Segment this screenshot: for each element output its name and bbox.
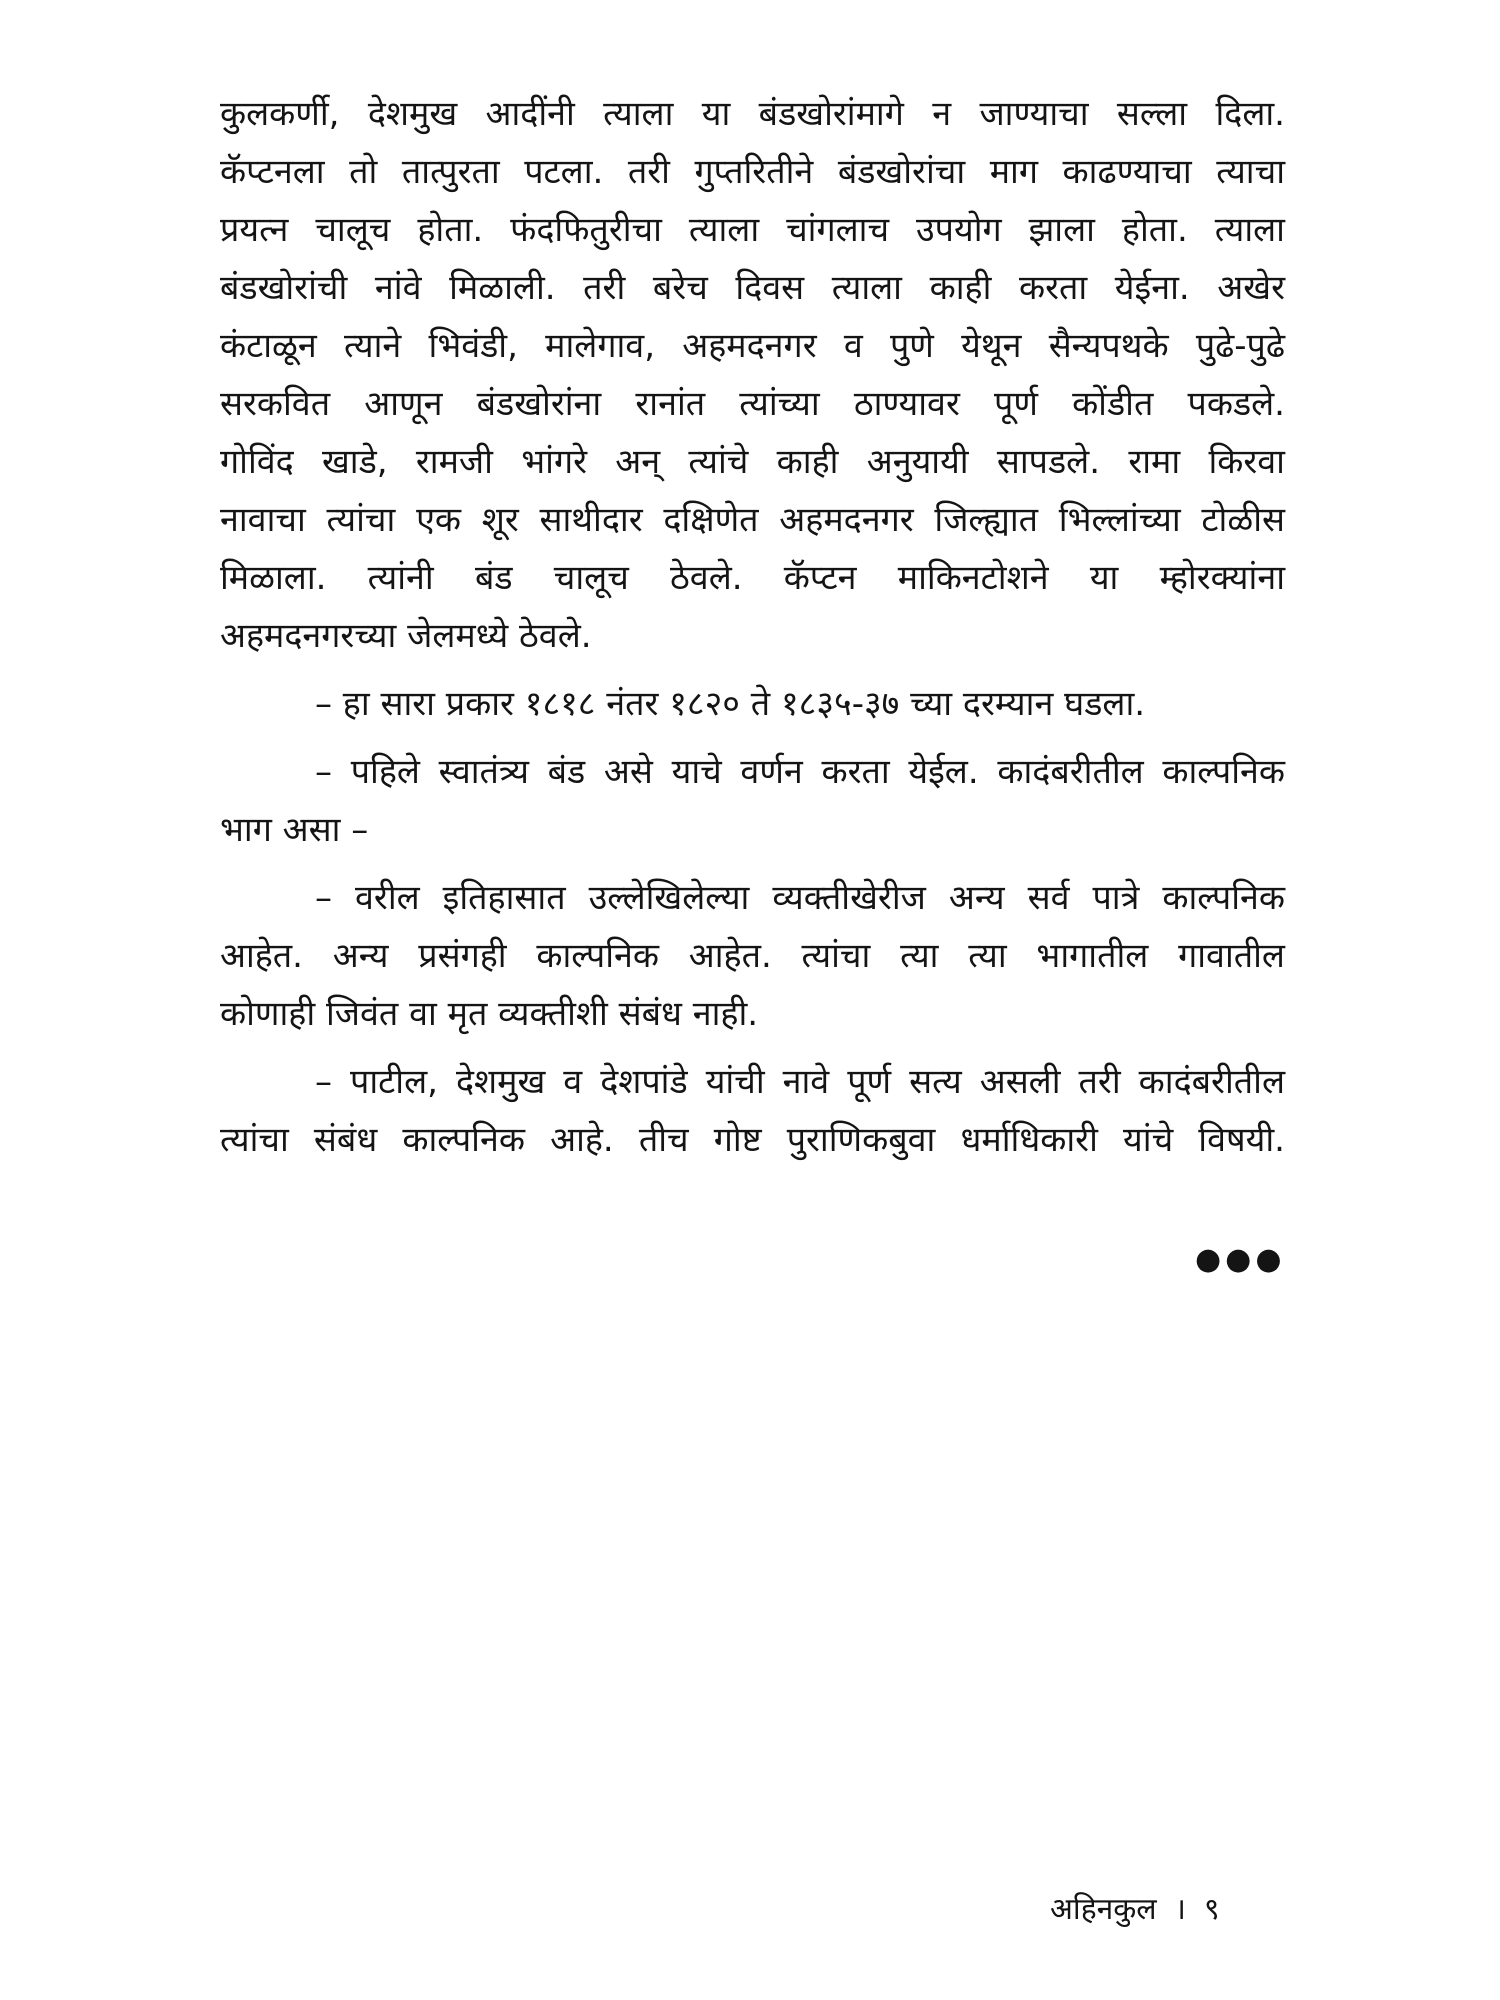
text-line: कंटाळून त्याने भिवंडी, मालेगाव, अहमदनगर व पुणे येथून सैन्यपथके पुढे-पुढे	[220, 326, 1285, 366]
text-line: सरकवित आणून बंडखोरांना रानांत त्यांच्या ठाण्यावर पूर्ण कोंडीत पकडले.	[220, 384, 1285, 424]
text-line: त्यांचा संबंध काल्पनिक आहे. तीच गोष्ट पुराणिकबुवा धर्माधिकारी यांचे विषयी.	[220, 1120, 1285, 1160]
text-line: आहेत. अन्य प्रसंगही काल्पनिक आहेत. त्यांचा त्या त्या भागातील गावातील	[220, 936, 1285, 976]
text-line: कोणाही जिवंत वा मृत व्यक्तीशी संबंध नाही.	[220, 994, 759, 1034]
footer-separator: ।	[1174, 1892, 1187, 1927]
text-line: बंडखोरांची नांवे मिळाली. तरी बरेच दिवस त्याला काही करता येईना. अखेर	[220, 268, 1285, 308]
paragraph-3	[220, 743, 1285, 859]
page-number: ९	[1204, 1892, 1220, 1927]
paragraph-1	[220, 85, 1285, 665]
page-body	[220, 85, 1285, 1179]
paragraph-2	[220, 675, 1285, 733]
text-line: – वरील इतिहासात उल्लेखिलेल्या व्यक्तीखेरीज अन्य सर्व पात्रे काल्पनिक	[315, 878, 1285, 918]
text-line: नावाचा त्यांचा एक शूर साथीदार दक्षिणेत अहमदनगर जिल्ह्यात भिल्लांच्या टोळीस	[220, 500, 1285, 540]
text-line: कुलकर्णी, देशमुख आदींनी त्याला या बंडखोरांमागे न जाण्याचा सल्ला दिला.	[220, 94, 1285, 134]
book-title: अहिनकुल	[1050, 1892, 1157, 1927]
paragraph-4	[220, 869, 1285, 1043]
text-line: – पाटील, देशमुख व देशपांडे यांची नावे पूर्ण सत्य असली तरी कादंबरीतील	[315, 1062, 1285, 1102]
text-line: – हा सारा प्रकार १८१८ नंतर १८२० ते १८३५-३७ च्या दरम्यान घडला.	[315, 684, 1146, 724]
text-line: गोविंद खाडे, रामजी भांगरे अन् त्यांचे काही अनुयायी सापडले. रामा किरवा	[220, 442, 1285, 482]
page-footer	[1050, 1890, 1220, 1930]
text-line: अहमदनगरच्या जेलमध्ये ठेवले.	[220, 616, 592, 656]
paragraph-5	[220, 1053, 1285, 1169]
text-line: प्रयत्न चालूच होता. फंदफितुरीचा त्याला चांगलाच उपयोग झाला होता. त्याला	[220, 210, 1285, 250]
section-end-mark: ●●●	[1195, 1242, 1286, 1277]
text-line: मिळाला. त्यांनी बंड चालूच ठेवले. कॅप्टन माकिनटोशने या म्होरक्यांना	[220, 558, 1285, 598]
text-line: – पहिले स्वातंत्र्य बंड असे याचे वर्णन करता येईल. कादंबरीतील काल्पनिक	[315, 752, 1285, 792]
text-line: भाग असा –	[220, 810, 369, 850]
text-line: कॅप्टनला तो तात्पुरता पटला. तरी गुप्तरितीने बंडखोरांचा माग काढण्याचा त्याचा	[220, 152, 1285, 192]
